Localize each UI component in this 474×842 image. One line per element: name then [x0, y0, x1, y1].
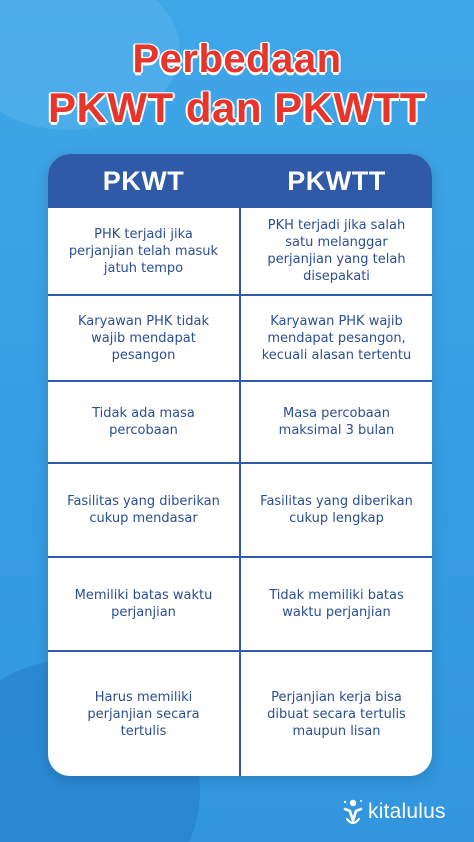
table-cell-pkwtt: Tidak memiliki batas waktu perjanjian	[269, 588, 404, 620]
table-cell-pkwtt: PKH terjadi jika salah satu melanggar perjanjian yang telah disepakati	[267, 218, 406, 284]
table-cell-pkwtt: Masa percobaan maksimal 3 bulan	[278, 406, 395, 438]
table-cell-pkwt: Harus memiliki perjanjian secara tertulis	[87, 689, 200, 739]
comparison-table	[48, 154, 432, 776]
header-pkwtt: PKWTT	[287, 165, 386, 196]
header-pkwt: PKWT	[102, 165, 185, 196]
table-cell-pkwt: Memiliki batas waktu perjanjian	[74, 588, 213, 620]
title-line-2: PKWT dan PKWTT	[48, 84, 426, 131]
table-cell-pkwt: Tidak ada masa percobaan	[92, 406, 195, 438]
table-cell-pkwtt: Perjanjian kerja bisa dibuat secara tertulis maupun lisan	[267, 689, 406, 739]
kitalulus-logo-icon	[342, 797, 364, 827]
table-cell-pkwt: Karyawan PHK tidak wajib mendapat pesangon	[78, 313, 209, 363]
table-cell-pkwtt: Karyawan PHK wajib mendapat pesangon, kecuali alasan tertentu	[261, 313, 412, 363]
table-cell-pkwtt: Fasilitas yang diberikan cukup lengkap	[260, 494, 413, 526]
brand-logo	[342, 796, 446, 828]
table-cell-pkwt: Fasilitas yang diberikan cukup mendasar	[67, 494, 220, 526]
table-cell-pkwt: PHK terjadi jika perjanjian telah masuk jatuh tempo	[68, 226, 219, 276]
brand-name: kitalulus	[368, 800, 446, 823]
title-line-1: Perbedaan	[132, 37, 342, 81]
